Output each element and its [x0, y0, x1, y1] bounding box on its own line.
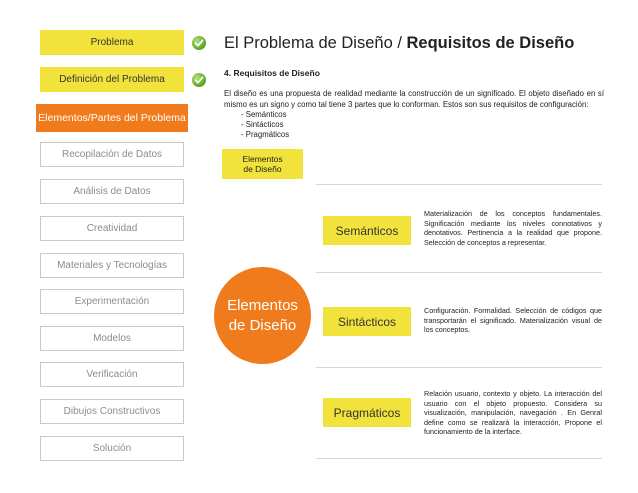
sidebar-item-experimentacion[interactable]: Experimentación — [40, 289, 184, 314]
circle-line2: de Diseño — [228, 316, 297, 334]
description-pragmaticos: Relación usuario, contexto y objeto. La interacción del usuario con el objeto propuesto. Considera su visualización, manipulación, navegación . En Genral define como se realizará la interacción, Propone el funcionamiento de la interface. — [424, 389, 602, 437]
sidebar-item-verificacion[interactable]: Verificación — [40, 362, 184, 387]
divider — [316, 272, 602, 273]
checkmark-icon — [192, 73, 206, 87]
section-paragraph: El diseño es una propuesta de realidad mediante la construcción de un significado. El objeto diseñado en sí mismo es un signo y como tal tiene 3 partes que lo conforman. Estos son sus requisitos de configuración: — [224, 89, 604, 109]
label-line2: de Diseño — [243, 164, 282, 174]
sidebar-item-dibujos[interactable]: Dibujos Constructivos — [40, 399, 184, 424]
elementos-circle — [214, 267, 311, 364]
page-title-bold: Requisitos de Diseño — [406, 34, 575, 52]
checkmark-icon — [192, 36, 206, 50]
sidebar-item-modelos[interactable]: Modelos — [40, 326, 184, 351]
sidebar-item-materiales[interactable]: Materiales y Tecnologías — [40, 253, 184, 278]
sidebar-item-creatividad[interactable]: Creatividad — [40, 216, 184, 241]
bullet-item: - Pragmáticos — [241, 130, 290, 139]
sidebar-item-solucion[interactable]: Solución — [40, 436, 184, 461]
sidebar-item-elementos[interactable]: Elementos/Partes del Problema — [36, 104, 188, 132]
category-semanticos[interactable]: Semánticos — [323, 216, 411, 245]
label-line1: Elementos — [242, 154, 283, 164]
elementos-label — [222, 149, 303, 179]
section-subheading: 4. Requisitos de Diseño — [224, 68, 320, 78]
category-pragmaticos[interactable]: Pragmáticos — [323, 398, 411, 427]
divider — [316, 184, 602, 185]
category-sintacticos[interactable]: Sintácticos — [323, 307, 411, 336]
divider — [316, 458, 602, 459]
description-sintacticos: Configuración. Formalidad. Selección de códigos que transportarán el significado. Materialización visual de los conceptos. — [424, 306, 602, 335]
page-title-prefix: El Problema de Diseño / — [224, 34, 407, 52]
sidebar-item-analisis[interactable]: Análisis de Datos — [40, 179, 184, 204]
divider — [316, 367, 602, 368]
bullet-item: - Sintácticos — [241, 120, 284, 129]
description-semanticos: Materialización de los conceptos fundamentales. Significación mediante los niveles connotativos y denotativos. Pertinencia a la realidad que propone. Selección de conceptos a representar. — [424, 209, 602, 247]
sidebar-item-problema[interactable]: Problema — [40, 30, 184, 55]
bullet-item: - Semánticos — [241, 110, 287, 119]
sidebar-item-definicion[interactable]: Definición del Problema — [40, 67, 184, 92]
page-title — [224, 34, 574, 53]
circle-line1: Elementos — [227, 296, 298, 314]
sidebar-item-recopilacion[interactable]: Recopilación de Datos — [40, 142, 184, 167]
